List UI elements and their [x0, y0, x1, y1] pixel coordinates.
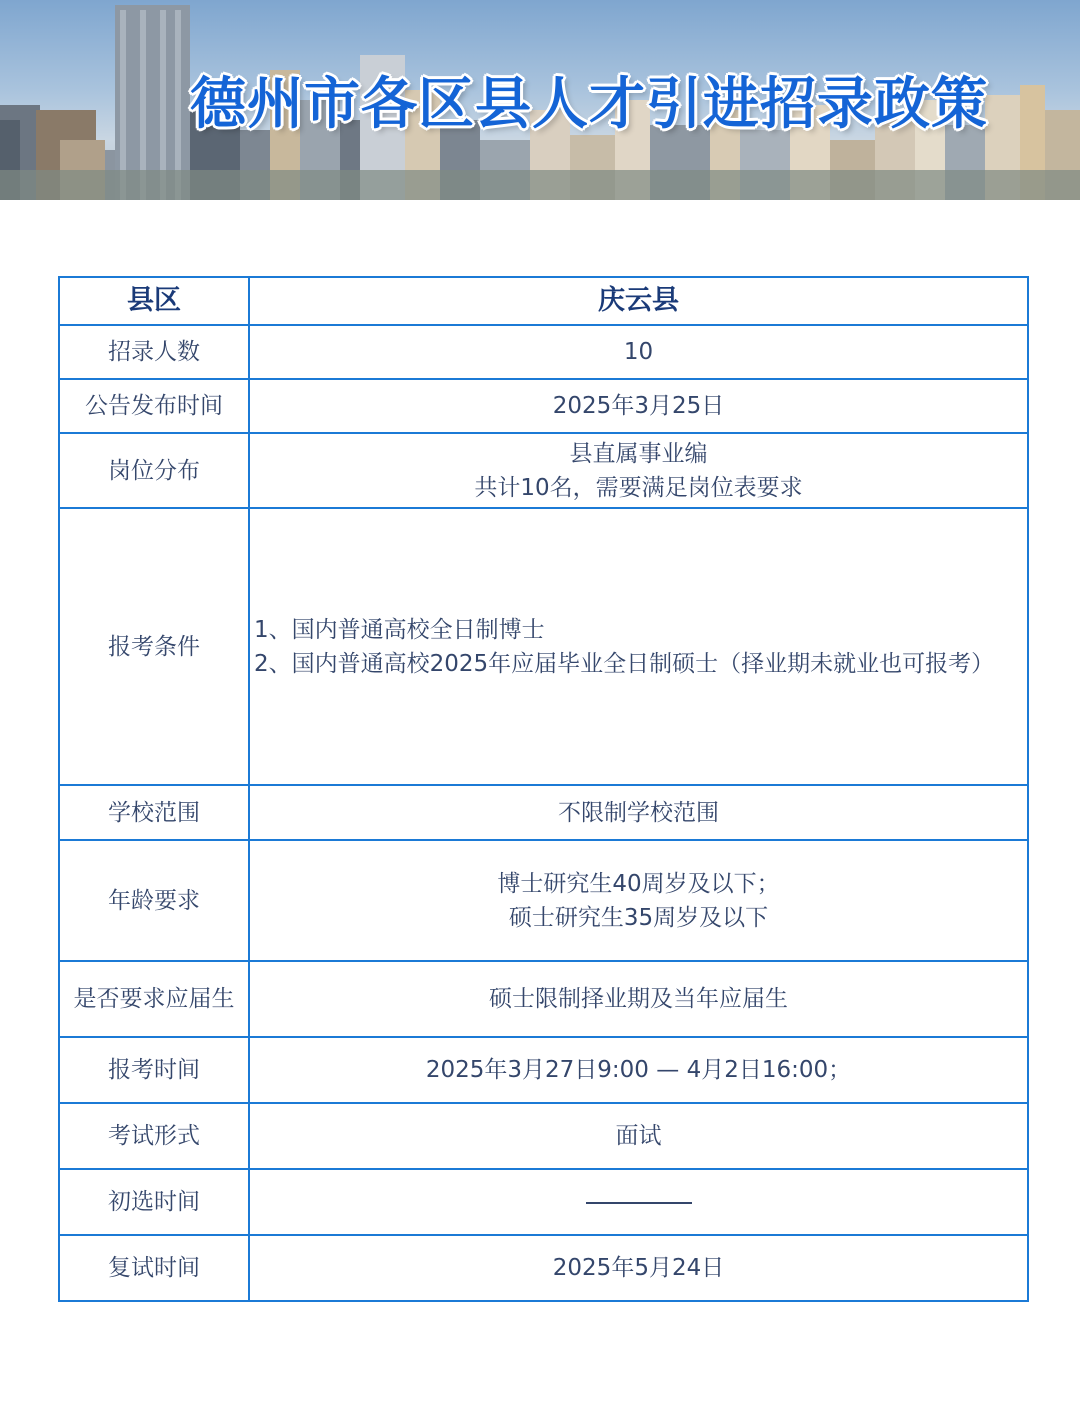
row-label: 公告发布时间 — [59, 379, 249, 433]
row-label: 考试形式 — [59, 1103, 249, 1169]
row-value: 2025年3月27日9:00 — 4月2日16:00； — [249, 1037, 1028, 1103]
row-label: 年龄要求 — [59, 840, 249, 961]
row-value — [249, 433, 1028, 508]
row-label: 学校范围 — [59, 785, 249, 840]
row-value: 不限制学校范围 — [249, 785, 1028, 840]
policy-table — [58, 276, 1029, 1302]
age-line-2: 硕士研究生35周岁及以下 — [508, 904, 769, 931]
row-value: 2025年3月25日 — [249, 379, 1028, 433]
row-label: 是否要求应届生 — [59, 961, 249, 1037]
row-label: 报考时间 — [59, 1037, 249, 1103]
banner-title: 德州市各区县人才引进招录政策 — [190, 72, 988, 137]
row-value: 2025年5月24日 — [249, 1235, 1028, 1301]
row-label: 初选时间 — [59, 1169, 249, 1235]
row-label: 复试时间 — [59, 1235, 249, 1301]
table-row-school-scope — [59, 785, 1028, 840]
row-value: 硕士限制择业期及当年应届生 — [249, 961, 1028, 1037]
row-label: 招录人数 — [59, 325, 249, 379]
table-row-recruit-count — [59, 325, 1028, 379]
table-row-age — [59, 840, 1028, 961]
conditions-line-1: 1、国内普通高校全日制博士 — [254, 616, 545, 643]
row-value — [249, 1169, 1028, 1235]
table-row-prelim-time — [59, 1169, 1028, 1235]
table-row-exam-form — [59, 1103, 1028, 1169]
row-value: 面试 — [249, 1103, 1028, 1169]
positions-line-2: 共计10名，需要满足岗位表要求 — [474, 474, 803, 501]
table-row-retest-time — [59, 1235, 1028, 1301]
positions-line-1: 县直属事业编 — [569, 440, 708, 467]
header-banner — [0, 0, 1080, 200]
table-row-fresh-grad — [59, 961, 1028, 1037]
table-row-conditions — [59, 508, 1028, 785]
header-label-county: 县区 — [59, 277, 249, 325]
empty-value-dash — [586, 1202, 692, 1204]
row-value — [249, 508, 1028, 785]
table-row-apply-time — [59, 1037, 1028, 1103]
conditions-line-2: 2、国内普通高校2025年应届毕业全日制硕士（择业期未就业也可报考） — [254, 650, 995, 677]
row-value — [249, 840, 1028, 961]
row-value: 10 — [249, 325, 1028, 379]
table-header-row — [59, 277, 1028, 325]
table-row-positions — [59, 433, 1028, 508]
header-value-county: 庆云县 — [249, 277, 1028, 325]
row-label: 岗位分布 — [59, 433, 249, 508]
age-line-1: 博士研究生40周岁及以下； — [497, 870, 780, 897]
row-label: 报考条件 — [59, 508, 249, 785]
table-row-announce-date — [59, 379, 1028, 433]
